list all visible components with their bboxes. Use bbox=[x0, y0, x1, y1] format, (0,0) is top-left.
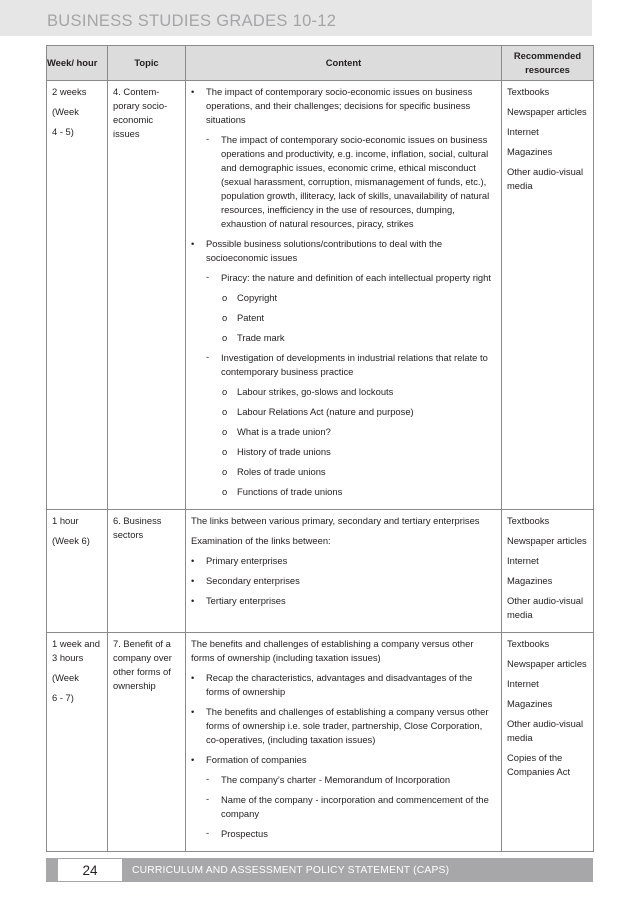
table-header-row bbox=[47, 46, 594, 81]
content-text: The benefits and challenges of establishing a company versus other forms of ownership i.e. sole trader, partnership, Close Corporation, co-operatives, (including taxation issues) bbox=[206, 706, 489, 745]
content-list-item bbox=[191, 827, 496, 841]
bullet-marker: o bbox=[222, 312, 228, 323]
resource-item: Internet bbox=[507, 678, 539, 689]
week-cell bbox=[47, 510, 108, 633]
bullet-marker: • bbox=[191, 706, 195, 717]
week-line: 2 weeks bbox=[52, 86, 87, 97]
resources-cell bbox=[502, 81, 594, 510]
content-text: Formation of companies bbox=[206, 754, 307, 765]
topic-text: 6. Business sectors bbox=[113, 515, 162, 540]
column-header-week: Week/ hour bbox=[47, 46, 108, 81]
content-text: Copyright bbox=[237, 292, 278, 303]
bullet-marker: o bbox=[222, 426, 228, 437]
content-text: Examination of the links between: bbox=[191, 535, 331, 546]
resource-item: Copies of the Companies Act bbox=[507, 752, 571, 777]
content-list-item bbox=[191, 514, 496, 528]
column-header-content: Content bbox=[186, 46, 502, 81]
bullet-marker: - bbox=[206, 773, 210, 784]
bullet-marker: • bbox=[191, 555, 195, 566]
page-number: 24 bbox=[82, 863, 98, 878]
content-list-item bbox=[191, 331, 496, 345]
topic-text: 7. Benefit of a company over other forms of ownership bbox=[113, 638, 172, 691]
content-list-item bbox=[191, 311, 496, 325]
content-list-item bbox=[191, 485, 496, 499]
content-text: Tertiary enterprises bbox=[206, 595, 286, 606]
column-header-topic: Topic bbox=[108, 46, 186, 81]
bullet-marker: • bbox=[191, 238, 195, 249]
bullet-marker: o bbox=[222, 406, 228, 417]
content-text: Roles of trade unions bbox=[237, 466, 326, 477]
week-line: (Week 6) bbox=[52, 535, 90, 546]
content-list-item bbox=[191, 773, 496, 787]
document-header-title: BUSINESS STUDIES GRADES 10-12 bbox=[47, 12, 337, 30]
content-text: Labour Relations Act (nature and purpose) bbox=[237, 406, 414, 417]
content-list-item bbox=[191, 554, 496, 568]
bullet-marker: • bbox=[191, 672, 195, 683]
week-cell bbox=[47, 633, 108, 852]
resource-item: Textbooks bbox=[507, 515, 550, 526]
resource-item: Magazines bbox=[507, 146, 553, 157]
content-text: Secondary enterprises bbox=[206, 575, 300, 586]
week-line: 6 - 7) bbox=[52, 692, 74, 703]
content-list-item bbox=[191, 753, 496, 767]
content-text: Prospectus bbox=[221, 828, 268, 839]
bullet-marker: • bbox=[191, 595, 195, 606]
content-list-item bbox=[191, 594, 496, 608]
content-list-item bbox=[191, 85, 496, 127]
content-cell bbox=[186, 510, 502, 633]
content-list-item bbox=[191, 237, 496, 265]
content-text: The impact of contemporary socio-economic issues on business operations, and their challenges; decisions for specific business situations bbox=[206, 86, 473, 125]
resources-cell bbox=[502, 510, 594, 633]
content-list-item bbox=[191, 534, 496, 548]
content-list-item bbox=[191, 405, 496, 419]
content-list-item bbox=[191, 465, 496, 479]
content-text: The links between various primary, secondary and tertiary enterprises bbox=[191, 515, 480, 526]
content-text: Labour strikes, go-slows and lockouts bbox=[237, 386, 394, 397]
resource-item: Magazines bbox=[507, 698, 553, 709]
resource-item: Textbooks bbox=[507, 86, 550, 97]
resource-item: Newspaper articles bbox=[507, 658, 587, 669]
content-text: Primary enterprises bbox=[206, 555, 288, 566]
bullet-marker: • bbox=[191, 754, 195, 765]
column-header-resources: Recommended resources bbox=[502, 46, 594, 81]
content-list-item bbox=[191, 133, 496, 231]
resource-item: Internet bbox=[507, 126, 539, 137]
bullet-marker: - bbox=[206, 793, 210, 804]
content-list-item bbox=[191, 291, 496, 305]
content-text: The benefits and challenges of establishing a company versus other forms of ownership (including taxation issues) bbox=[191, 638, 474, 663]
bullet-marker: o bbox=[222, 486, 228, 497]
content-text: Functions of trade unions bbox=[237, 486, 343, 497]
content-list-item bbox=[191, 637, 496, 665]
resource-item: Internet bbox=[507, 555, 539, 566]
content-text: Recap the characteristics, advantages and disadvantages of the forms of ownership bbox=[206, 672, 473, 697]
content-text: Trade mark bbox=[237, 332, 285, 343]
content-text: Name of the company - incorporation and commencement of the company bbox=[221, 794, 489, 819]
bullet-marker: o bbox=[222, 466, 228, 477]
bullet-marker: o bbox=[222, 386, 228, 397]
topic-cell bbox=[108, 633, 186, 852]
content-text: Patent bbox=[237, 312, 265, 323]
topic-cell bbox=[108, 510, 186, 633]
bullet-marker: - bbox=[206, 271, 210, 282]
week-line: 4 - 5) bbox=[52, 126, 74, 137]
content-list-item bbox=[191, 705, 496, 747]
resource-item: Other audio-visual media bbox=[507, 595, 584, 620]
topic-cell bbox=[108, 81, 186, 510]
bullet-marker: o bbox=[222, 292, 228, 303]
content-list-item bbox=[191, 425, 496, 439]
content-text: The company’s charter - Memorandum of Incorporation bbox=[221, 774, 451, 785]
content-list-item bbox=[191, 793, 496, 821]
table-row bbox=[47, 510, 594, 633]
week-line: (Week bbox=[52, 106, 79, 117]
resource-item: Newspaper articles bbox=[507, 535, 587, 546]
content-list-item bbox=[191, 385, 496, 399]
content-list-item bbox=[191, 271, 496, 285]
content-list-item bbox=[191, 351, 496, 379]
resource-item: Newspaper articles bbox=[507, 106, 587, 117]
content-text: What is a trade union? bbox=[237, 426, 331, 437]
resource-item: Magazines bbox=[507, 575, 553, 586]
week-line: 1 week and 3 hours bbox=[52, 638, 100, 663]
content-list-item bbox=[191, 445, 496, 459]
week-line: 1 hour bbox=[52, 515, 79, 526]
bullet-marker: o bbox=[222, 446, 228, 457]
footer-text: CURRICULUM AND ASSESSMENT POLICY STATEMENT (CAPS) bbox=[132, 865, 450, 876]
bullet-marker: o bbox=[222, 332, 228, 343]
curriculum-table bbox=[46, 45, 594, 852]
resource-item: Other audio-visual media bbox=[507, 166, 584, 191]
bullet-marker: - bbox=[206, 133, 210, 144]
content-cell bbox=[186, 81, 502, 510]
table-row bbox=[47, 81, 594, 510]
bullet-marker: - bbox=[206, 351, 210, 362]
topic-text: 4. Contem-porary socio-economic issues bbox=[113, 86, 168, 139]
table-row bbox=[47, 633, 594, 852]
resources-cell bbox=[502, 633, 594, 852]
bullet-marker: • bbox=[191, 575, 195, 586]
content-text: Investigation of developments in industrial relations that relate to contemporary business practice bbox=[221, 352, 488, 377]
content-text: The impact of contemporary socio-economic issues on business operations and productivity, e.g. income, inflation, social, cultural and demographic issues, economic crime, ethical misconduct (sexual harassment, corruption, mismanagement of funds, etc.), population growth, illiteracy, lack of skills, unavailability of natural resources, inefficiency in the use of resources, dumping, exhaustion of natural resources, piracy, strikes bbox=[221, 134, 490, 229]
week-cell bbox=[47, 81, 108, 510]
week-line: (Week bbox=[52, 672, 79, 683]
bullet-marker: • bbox=[191, 86, 195, 97]
content-list-item bbox=[191, 574, 496, 588]
resource-item: Other audio-visual media bbox=[507, 718, 584, 743]
content-text: Possible business solutions/contributions to deal with the socioeconomic issues bbox=[206, 238, 443, 263]
content-text: Piracy: the nature and definition of each intellectual property right bbox=[221, 272, 491, 283]
bullet-marker: - bbox=[206, 827, 210, 838]
content-list-item bbox=[191, 671, 496, 699]
content-text: History of trade unions bbox=[237, 446, 331, 457]
resource-item: Textbooks bbox=[507, 638, 550, 649]
content-cell bbox=[186, 633, 502, 852]
